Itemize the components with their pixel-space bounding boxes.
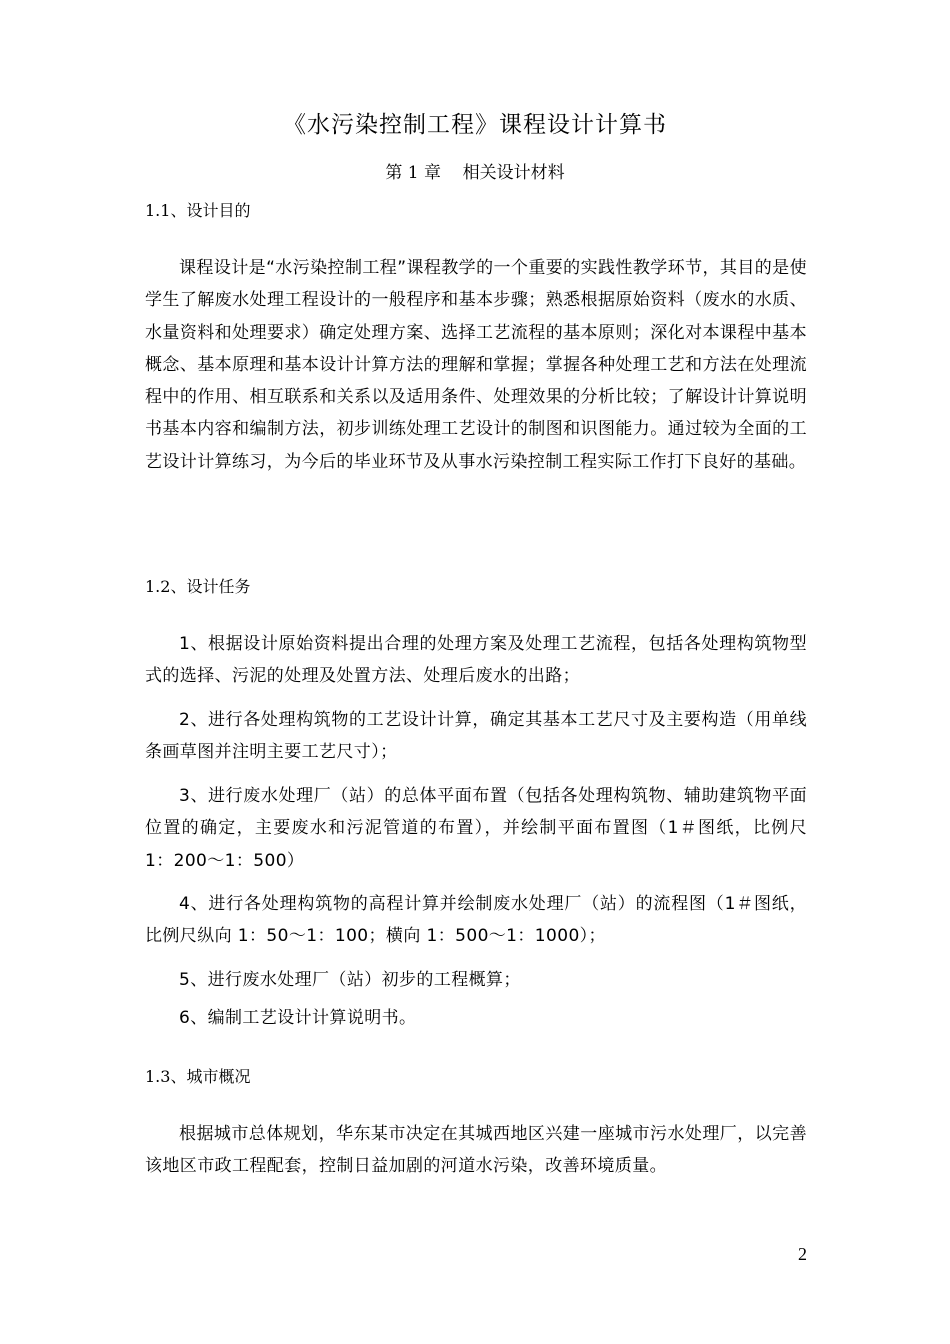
- section-heading-design-purpose: 1.1、设计目的: [145, 201, 251, 220]
- paragraph-task-6: 6、编制工艺设计计算说明书。: [179, 1008, 417, 1028]
- paragraph-design-purpose: 课程设计是“水污染控制工程”课程教学的一个重要的实践性教学环节，其目的是使学生了解废水处理工程设计的一般程序和基本步骤；熟悉根据原始资料（废水的水质、水量资料和处理要求）确定处理方案、选择工艺流程的基本原则；深化对本课程中基本概念、基本原理和基本设计计算方法的理解和掌握；掌握各种处理工艺和方法在处理流程中的作用、相互联系和关系以及适用条件、处理效果的分析比较；了解设计计算说明书基本内容和编制方法，初步训练处理工艺设计的制图和识图能力。通过较为全面的工艺设计计算练习，为今后的毕业环节及从事水污染控制工程实际工作打下良好的基础。: [145, 258, 807, 472]
- paragraph-city-overview: 根据城市总体规划，华东某市决定在其城西地区兴建一座城市污水处理厂，以完善该地区市政工程配套，控制日益加剧的河道水污染，改善环境质量。: [145, 1124, 807, 1177]
- paragraph-task-3: 3、进行废水处理厂（站）的总体平面布置（包括各处理构筑物、辅助建筑物平面位置的确定，主要废水和污泥管道的布置），并绘制平面布置图（1＃图纸，比例尺 1：200～1：500）: [145, 786, 807, 871]
- paragraph-task-2: 2、进行各处理构筑物的工艺设计计算，确定其基本工艺尺寸及主要构造（用单线条画草图并注明主要工艺尺寸）；: [145, 710, 807, 763]
- paragraph-task-1: 1、根据设计原始资料提出合理的处理方案及处理工艺流程，包括各处理构筑物型式的选择、污泥的处理及处置方法、处理后废水的出路；: [145, 634, 807, 687]
- section-heading-design-tasks: 1.2、设计任务: [145, 577, 251, 596]
- paragraph-task-4: 4、进行各处理构筑物的高程计算并绘制废水处理厂（站）的流程图（1＃图纸，比例尺纵向 1：50～1：100；横向 1：500～1：1000）；: [145, 894, 807, 947]
- chapter-title: 第 1 章 相关设计材料: [385, 163, 565, 183]
- section-heading-city-overview: 1.3、城市概况: [145, 1067, 251, 1086]
- paragraph-task-5: 5、进行废水处理厂（站）初步的工程概算；: [179, 970, 521, 990]
- page-number: 2: [798, 1244, 807, 1264]
- page-title: 《水污染控制工程》课程设计计算书: [283, 112, 667, 138]
